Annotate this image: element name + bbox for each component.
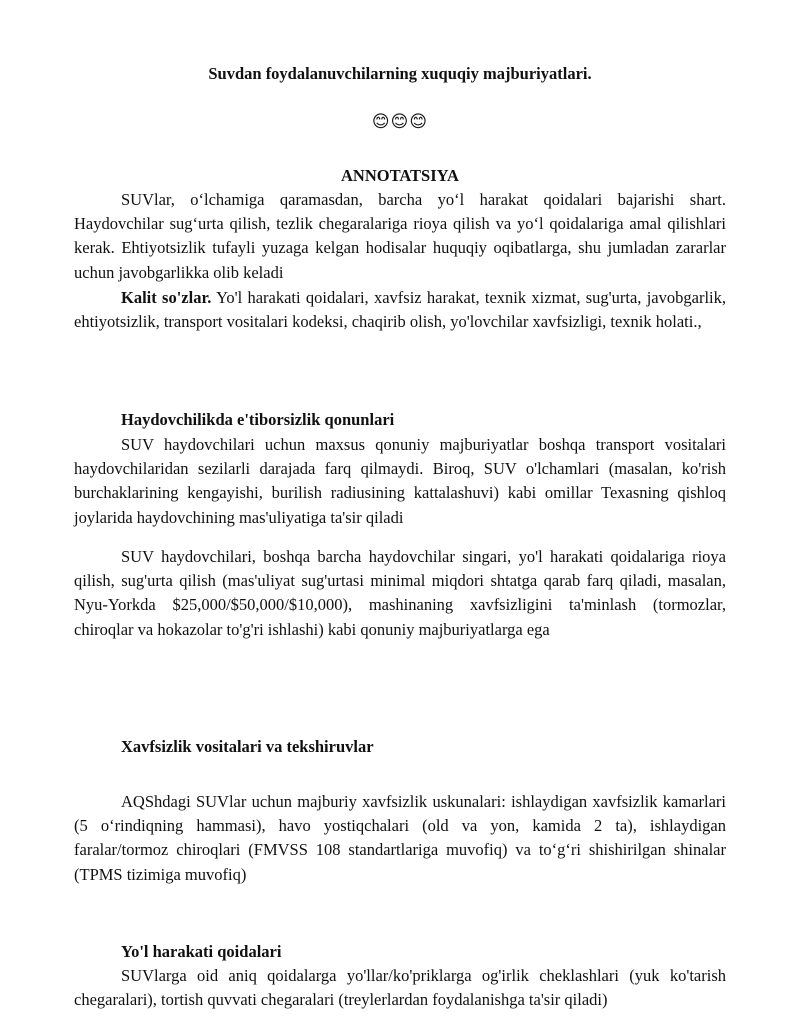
section-3-paragraph-1: SUVlarga oid aniq qoidalarga yo'llar/ko'priklarga og'irlik cheklashlari (yuk ko'tarish chegaralari), tortish quvvati chegaralari (treylerlardan foydalanishga ta'sir qiladi) xyxy=(74,966,726,1010)
keywords-paragraph xyxy=(74,286,726,334)
smiley-emoji-icons: 😊😊😊 xyxy=(371,112,429,132)
section-2-paragraph-1: AQShdagi SUVlar uchun majburiy xavfsizlik uskunalari: ishlaydigan xavfsizlik kamarlari (5 o‘rindiqning hammasi), havo yostiqchalari (old va yon, kamida 2 ta), ishlaydigan faralar/tormoz chiroqlari (FMVSS 108 standartlariga muvofiq) va to‘g‘ri shishirilgan shinalar (TPMS tizimiga muvofiq) xyxy=(74,792,726,884)
keywords-label: Kalit so'zlar. xyxy=(121,288,212,307)
section-1-paragraph-2: SUV haydovchilari, boshqa barcha haydovchilar singari, yo'l harakati qoidalariga rioya qilish, sug'urta qilish (mas'uliyat sug'urtasi minimal miqdori shtatga qarab farq qiladi, masalan, Nyu-Yorkda $25,000/$50,000/$10,000), mashinaning xavfsizligini ta'minlash (tormozlar, chiroqlar va hokazolar to'g'ri ishlashi) kabi qonuniy majburiyatlarga ega xyxy=(74,547,726,639)
annotation-paragraph: SUVlar, o‘lchamiga qaramasdan, barcha yo‘l harakat qoidalari bajarishi shart. Haydovchilar sug‘urta qilish, tezlik chegaralariga rioya qilish va yo‘l qoidalariga amal qilishlari kerak. Ehtiyotsizlik tufayli yuzaga kelgan hodisalar huquqiy oqibatlarga, shu jumladan zararlar uchun javobgarlikka olib keladi xyxy=(74,190,726,282)
document-title: Suvdan foydalanuvchilarning xuquqiy majburiyatlari. xyxy=(208,64,592,83)
section-heading-safety-equipment: Xavfsizlik vositalari va tekshiruvlar xyxy=(121,737,374,756)
section-heading-traffic-rules: Yo'l harakati qoidalari xyxy=(121,942,282,961)
section-heading-negligence-laws: Haydovchilikda e'tiborsizlik qonunlari xyxy=(121,410,395,429)
annotation-heading: ANNOTATSIYA xyxy=(341,166,459,185)
section-1-paragraph-1: SUV haydovchilari uchun maxsus qonuniy majburiyatlar boshqa transport vositalari haydovchilaridan sezilarli darajada farq qilmaydi. Biroq, SUV o'lchamlari (masalan, ko'rish burchaklarining kengayishi, burilish radiusining kattalashuvi) kabi omillar Texasning qishloq joylarida haydovchining mas'uliyatiga ta'sir qiladi xyxy=(74,435,726,527)
keywords-text: Yo'l harakati qoidalari, xavfsiz harakat, texnik xizmat, sug'urta, javobgarlik, ehtiyotsizlik, transport vositalari kodeksi, chaqirib olish, yo'lovchilar xavfsizligi, texnik holati., xyxy=(74,288,726,332)
